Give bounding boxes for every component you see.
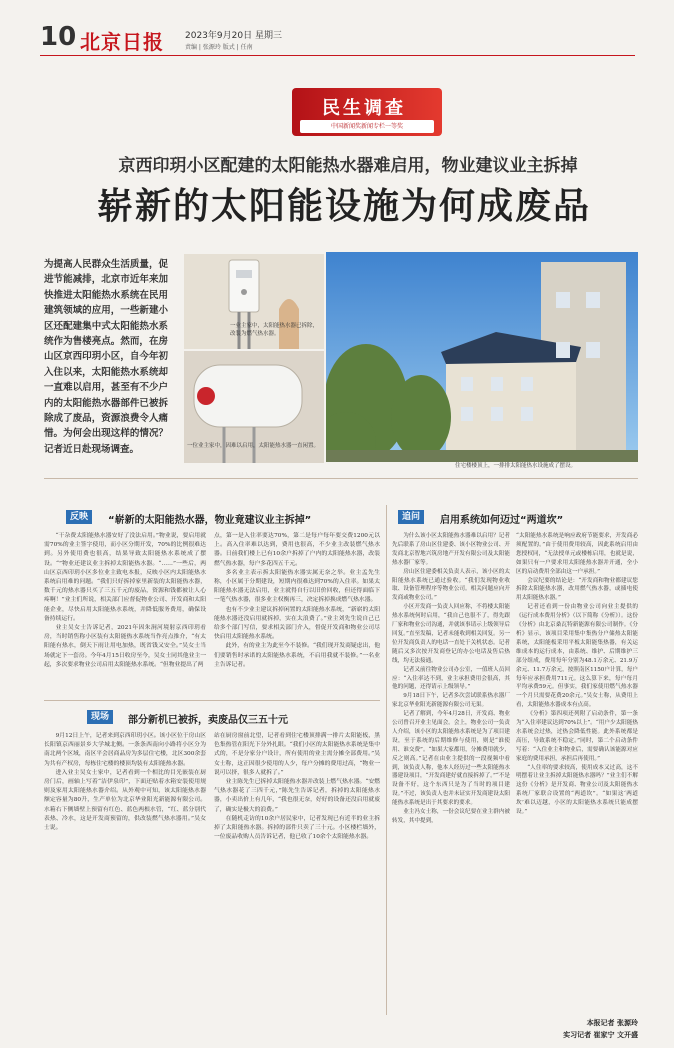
photo2-caption: 一位业主家中，因难以启用，太阳能热水器一直闲置。 [187, 443, 320, 449]
section3-column-right [516, 532, 638, 817]
byline-reporter: 本报记者 张源玲 [586, 1019, 638, 1027]
section3-paragraph: 业主冯女士称，一份会议纪要在业主群内被转发，其中提到， [392, 809, 510, 824]
section3-paragraph: 小区开发商一负责人回应称，不将楼太阳能热水系统何时启用，“我自己也很不了，得先跟厂家和物业公司沟通，并就该事请示上级领导后回复。”直至发稿，记者未能收到相关回复。另一位开发商负责人的电话一直处于关机状态。记者随后又多次按开发商登记的办公电话及售后热线，均无法接通。 [392, 604, 510, 664]
photo-rooftop-panels [326, 252, 638, 462]
section3-column-left [392, 532, 510, 826]
section-heading-fanying: “崭新的太阳能热水器，物业竟建议业主拆掉” [108, 515, 312, 526]
article-subtitle: 京西印玥小区配建的太阳能热水器难启用，物业建议业主拆掉 [118, 156, 578, 176]
section-heading-zhuiwen: 启用系统如何迈过“两道坎” [440, 515, 564, 526]
page-number: 10 [40, 22, 77, 52]
column-banner-title: 民生调查 [322, 98, 406, 119]
section-tag-fanying: 反映 [66, 510, 92, 524]
photo1-caption: 一业主家中，太阳能热水器已拆除，改装为燃气热水器。 [230, 323, 319, 337]
section1-paragraph: 业主吴女士告诉记者，2021年因朱涧河境射京西印玥看房，当时销售称小区装有太阳能热水系统当作亮点推介，“有太阳能有热水，倒天下雨让用电加热，既省钱又安全。”吴女士当场就定下一套房。今年4月15日收房至今，吴女士同其他业主一起，多次要求物业公司启用太阳能热水系统。“但物业提出了两 [44, 625, 206, 668]
section2-paragraph: 9月12日上午，记者来到京西印玥小区。该小区位于房山区长阳镇京西丽景乡大学城北侧。一条条西南向小路将小区分为南北两个区域，南区平会居商品房为多层住宅楼，北区300余套为共有产权房，每栋住宅楼的楼顶均装有太阳能热水器。 [44, 733, 206, 767]
photo3-caption: 住宅楼楼顶上，一排排太阳能热水设施成了摆设。 [455, 463, 577, 469]
section-tag-xianchang: 现场 [87, 710, 113, 724]
section3-paragraph: “太阳能热水系统是响应政府节能要求，开发商必须配置的。”由于使用费用较高，因此系统启用由您授权同，“无法授单元或楼栋启用，也就是说，如果只有一户要求用太阳能热水器并开通，全小区的启动费用全部由这一户承担。” [516, 533, 638, 575]
section3-paragraph: 记者还看到一份由物业公司向业主提供的《运行成本费用分析》（以下简称《分析》）。这份《分析》由北京桑瓦特新能源有限公司制作。《分析》显示，该项目采用集中集热分户储热太阳能系统，太阳能板采用平板太阳能集热器，有关运维成本的运行成本，由系统、维护、后期维护三部分组成，费用每年分别为48.1万余元、21.9万余元、11.7万余元，按照南区1150户计算，每户每年应承担费用711元。这么算下来，每户每月平均承费59元。但事实，我们家使用燃气热水器一个月只需要花费20余元。”吴女士称，从费用上看，太阳能热水器成本有点高。 [516, 604, 638, 709]
section3-paragraph: “人住率的要求较高，使用成本又过高，这不明摆着让业主拆掉太阳能热水器吗？”业主们不解这份《分析》是开发商、物业公司及太阳能热水系统厂家联合设置的“两道坎”。“如果这‘两道坎’难以迈越，小区的太阳能热水系统只能成摆设。” [516, 764, 638, 816]
section-divider-middle [44, 700, 380, 701]
section-tag-zhuiwen: 追问 [398, 510, 424, 524]
section-divider-top [44, 478, 638, 479]
issue-date: 2023年9月20日 星期三 [185, 31, 282, 41]
article-lead: 为提高人民群众生活质量，促进节能减排，北京市近年来加快推进太阳能热水系统在民用建筑领域的应用，一些新建小区还配建集中式太阳能热水系统作为售楼亮点。然而，在房山区京西印玥小区，自今年初入住以来，太阳能热水系统却一直难以启用，甚至有不少户内的太阳能热水器部件已被拆除成了废品，资源浪费令人痛惜。为何会出现这样的情况？记者近日赴现场调查。 [44, 259, 168, 455]
section-heading-xianchang: 部分新机已被拆，卖废品仅三五十元 [128, 715, 288, 726]
rooftop-illustration [326, 252, 638, 462]
section3-paragraph: 记者又前往物业公司办公室，一值班人员回应：“入住率达不到，业主承担费用会很高，其他的问题，还得请示上级领导。” [392, 666, 510, 691]
section3-paragraph: 会议纪要的结论是：“开发商和物业都建议您拆除太阳能热水器，改用燃气热水器，或插电使用太阳能热水器。” [516, 577, 638, 602]
section1-paragraph: “干杂费太阳能热水器安好了没法启用。”物业说，要启用就需70%的业主签字使用，而小区分期开发，70%的比例很难达到。另外使用费也很高，结果导致太阳能热水系统成了摆设。“”物业还建议业主拆掉太阳能热水器。“……”一些后，两山区京西印玥小区多位业主致电本报，反映小区内太阳能热水系统启用难的问题。“我们只好拆掉家里新装的太阳能热水器，数千元的热水器只买了三五千元的废品，资源和钱都被让人心疼啊！”业主们所说，相关部门应督促物业公司、开发商和太阳能企业，尽快启用太阳能热水系统，并降低服务费用，确保设备持续运行。 [44, 533, 206, 622]
section3-paragraph: 房山区住建委相关负责人表示，该小区的太阳能热水系统已通过验收。“我们发现物业收取、设备管理程序等物业公司。相关问题应向开发商或物业公司。” [392, 568, 510, 602]
section1-paragraph: 此外，有的业主为此至今不装修。“我们现开发商疑虑出，他们要销售时承诺的太阳能热水系统，不启用我就不装修。”一名业主告诉记者。 [214, 643, 380, 668]
column-banner-award: 中国新闻奖新闻专栏一等奖 [300, 120, 434, 133]
section1-paragraph: 点，第一是入住率要达70%，第二是每户每年要交费1200元以上。高入住率难以达到，费用也很高，不少业主改装燃气热水器。日前我们楼上已有10余户拆掉了户内的太阳能热水器，改装燃气热水器，每户多花四五千元。 [214, 533, 380, 567]
byline-interns: 实习记者 崔家宁 文开盛 [563, 1031, 638, 1039]
section1-column-left [44, 532, 206, 670]
section2-column-left [44, 732, 206, 833]
section1-paragraph: 也有不少业主建议拆掉闲置的太阳能热水系统，“新崭的太阳能热水器还没启用就拆掉，实在太浪费了。”业主刘先生说自己已给多个部门写信，要求相关部门介入，督促开发商和物业公司尽快启用太阳能热水系统。 [214, 606, 380, 641]
newspaper-logo: 北京日报 [80, 30, 164, 54]
section3-paragraph: 《分析》第四项还列附了启动条件，第一条为“入住率建议达到70%以上”。“用户少太阳能热水系统会过热，过热会降低性能。此外系统都是高压，导致系统不稳定。”同时，第二个启动条件写着：“入住业主和物业后，需要确认该能源对应家庭的费用承担，承担后再使用。” [516, 711, 638, 762]
section2-paragraph: 业主陈先生已拆掉太阳能热水器并改装上燃气热水器。“安燃气热水器花了三四千元，”陈先生告诉记者，拆掉的太阳能热水器，小卖出价上有几年，“我也很无奈，好好的设备还没启用就废了，确实是极大的浪费。” [214, 779, 380, 813]
column-divider [386, 505, 387, 1015]
section3-paragraph: 9月18日下午，记者多次尝试联系热水器厂家北京华业阳光新能源有限公司无果。 [392, 693, 510, 709]
section3-paragraph: 记者了解到，今年4月28日，开发商、物业公司曾召开业主见面会。会上，物业公司一负责人介绍，该小区的太阳能热水系统是为了项目建设，至于系统的后期维修与使用，则是“谁使用、谁交费”。“如果大家都用，分摊费用就少，反之则高。”记者在由业主提供的一段视频中看到，该负责人称，他本人经历过一些太阳能热水器建设项目，“开发商建好就直接拆掉了。”“不是设备不好，这个东西只是为了当时的项目建设。”不过，该负责人也并未证实开发商建设太阳能热水系统是出于其要求的要求。 [392, 711, 510, 807]
section1-column-right [214, 532, 380, 670]
section3-paragraph: 为什么该小区太阳能热水器难以启用？记者先后联系了房山区住建委、该小区物业公司、开发商北京智地兴筑房地产开发有限公司及太阳能热水器厂家等。 [392, 533, 510, 566]
section2-column-right [214, 732, 380, 842]
masthead-divider [40, 55, 635, 56]
article-title: 崭新的太阳能设施为何成废品 [96, 186, 591, 227]
section2-paragraph: 进入业主吴女士家中，记者看到一个相比的目光嵌装在厨房门后，画轴上写着“洁伊泉印”，下面还贴着水箱安装使用规则及家用太阳能热水器介绍。从外观中可知，该太阳能热水器额定容量为80升，生产单位为北京华业阳光新能源有限公司。水箱右下侧墙壁上预留有红色、蓝色两根水管，“红、蓝分别代表热、冷水，这是开发商预留的，供改装燃气热水器用。”吴女士说。 [44, 769, 206, 832]
section2-paragraph: 在随机走访的10余户居民家中，记者发现已有近半的业主拆掉了太阳能热水器。拆掉的部件只卖了三十元。小区楼栏墙外，一位废品收购人员告诉记者，他已收了10余个太阳能热水器。 [214, 815, 380, 841]
editor-credits: 责编 | 张源玲 版式 | 任南 [185, 44, 253, 51]
section2-paragraph: 站在厨房窗前北望，记者看到住宅楼顶排满一排片太阳能板，黑色集热管在阳光下分外扎眼。“我们小区的太阳能热水系统是集中式的，不是分家分户设计，所有使用的业主需分摊全部费用。”吴女士称，这正因很少使用的人少，每户分摊的费用过高，“物业一说可以挤，很多人就拆了。” [214, 733, 380, 776]
section1-paragraph: 多名业主表示拆太阳能热水器实属无奈之举。业主孟先生称，小区属于分期建设，短期内很难达到70%的入住率。如果太阳能热水器无法启用，业主就得自行以旧价回收，但还得面临下一笔气热水器，很多业主权衡再三，决定拆掉换成燃气热水器。 [214, 569, 380, 604]
